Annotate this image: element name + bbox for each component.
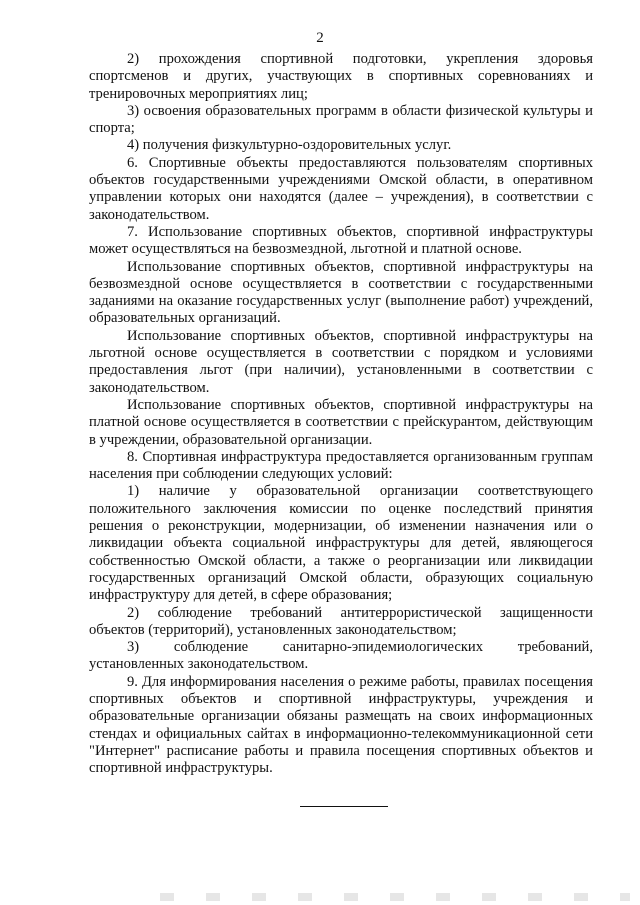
paragraph-preferential-use: Использование спортивных объектов, спортивной инфраструктуры на льготной основе осуществляется в соответствии с порядком и условиями предоставления льгот (при наличии), установленными в соответствии с законодательством. — [89, 327, 593, 396]
paragraph-paid-use: Использование спортивных объектов, спортивной инфраструктуры на платной основе осуществляется в соответствии с прейскурантом, действующим в учреждении, образовательной организации. — [89, 396, 593, 448]
paragraph-condition-3: 3) соблюдение санитарно-эпидемиологических требований, установленных законодательством. — [89, 639, 593, 673]
page-number: 2 — [316, 30, 324, 46]
paragraph-clause-7: 7. Использование спортивных объектов, спортивной инфраструктуры может осуществляться на безвозмездной, льготной и платной основе. — [89, 223, 593, 258]
paragraph-clause-9: 9. Для информирования населения о режиме работы, правилах посещения спортивных объектов и спортивной инфраструктуры, учреждения и образовательные организации обязаны размещать на своих информационных стендах и официальных сайтах в информационно-телекоммуникационной сети "Интернет" расписание работы и правила посещения спортивных объектов и спортивной инфраструктуры. — [89, 673, 593, 777]
closing-separator-line — [300, 806, 388, 807]
paragraph-clause-6: 6. Спортивные объекты предоставляются пользователям спортивных объектов государственными учреждениями Омской области, в оперативном управлении которых они находятся (далее – учреждения), в соответствии с законодательством. — [89, 154, 593, 223]
footer-scan-marks — [160, 893, 630, 901]
paragraph-clause-8: 8. Спортивная инфраструктура предоставляется организованным группам населения при соблюдении следующих условий: — [89, 448, 593, 483]
paragraph-free-use: Использование спортивных объектов, спортивной инфраструктуры на безвозмездной основе осуществляется в соответствии с государственными заданиями на оказание государственных услуг (выполнение работ) учреждений, образовательных организаций. — [89, 258, 593, 327]
paragraph-item-3: 3) освоения образовательных программ в области физической культуры и спорта; — [89, 102, 593, 137]
paragraph-condition-2: 2) соблюдение требований антитеррористической защищенности объектов (территорий), установленных законодательством; — [89, 604, 593, 638]
paragraph-item-2: 2) прохождения спортивной подготовки, укрепления здоровья спортсменов и других, участвующих в спортивных соревнованиях и тренировочных мероприятиях лиц; — [89, 51, 593, 102]
paragraph-condition-1: 1) наличие у образовательной организации соответствующего положительного заключения комиссии по оценке последствий принятия решения о реконструкции, модернизации, об изменении назначения или о ликвидации объекта социальной инфраструктуры для детей, являющегося собственностью Омской области, а также о реорганизации или ликвидации государственных организаций Омской области, образующих социальную инфраструктуру для детей, в сфере образования; — [89, 483, 593, 604]
paragraph-item-4: 4) получения физкультурно-оздоровительных услуг. — [127, 137, 452, 154]
document-body — [89, 51, 593, 777]
